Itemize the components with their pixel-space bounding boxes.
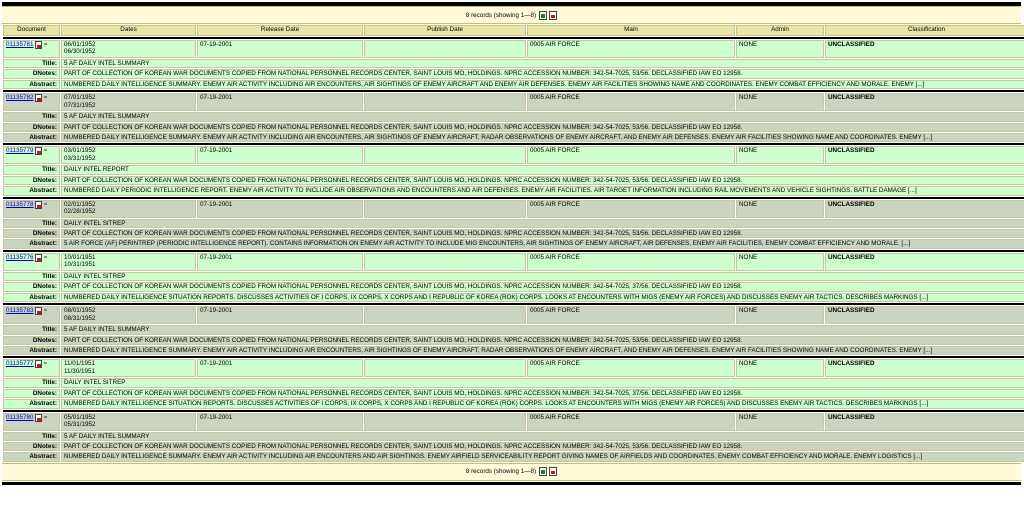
dnotes-row xyxy=(3,123,1024,132)
abstract-row xyxy=(3,399,1024,408)
classification-cell: UNCLASSIFIED xyxy=(825,40,1024,58)
date-end: 05/31/1952 xyxy=(64,420,96,428)
dnotes-row xyxy=(3,69,1024,78)
pdf-icon[interactable] xyxy=(35,307,42,315)
pdf-icon[interactable] xyxy=(35,94,42,102)
record-group xyxy=(3,410,1024,462)
document-cell xyxy=(3,359,60,377)
dates-cell xyxy=(61,40,196,58)
dates-cell xyxy=(61,93,196,111)
title-value: DAILY INTEL SITREP xyxy=(61,378,1024,387)
release-date-cell: 07-19-2001 xyxy=(197,40,363,58)
records-count-label: 8 records (showing 1—8) xyxy=(465,468,537,476)
record-group xyxy=(3,37,1024,89)
equals-icon[interactable]: = xyxy=(43,147,48,155)
document-link[interactable]: 01135780 xyxy=(6,413,34,421)
title-row xyxy=(3,165,1024,174)
dates-cell xyxy=(61,306,196,324)
title-value: 5 AF DAILY INTEL SUMMARY xyxy=(61,112,1024,121)
col-admin[interactable]: Admin xyxy=(736,25,824,36)
title-row xyxy=(3,378,1024,387)
classification-cell: UNCLASSIFIED xyxy=(825,93,1024,111)
abstract-row xyxy=(3,186,1024,195)
dnotes-label: DNotes: xyxy=(3,69,60,78)
admin-cell: NONE xyxy=(736,253,824,271)
col-classification[interactable]: Classification xyxy=(825,25,1024,36)
title-value: 5 AF DAILY INTEL SUMMARY xyxy=(61,432,1024,441)
release-date-cell: 07-19-2001 xyxy=(197,306,363,324)
equals-icon[interactable]: = xyxy=(43,200,48,208)
dnotes-value: PART OF COLLECTION OF KOREAN WAR DOCUMENTS COPIED FROM NATIONAL PERSONNEL RECORDS CENTER, SAINT LOUIS MO, HOLDINGS. NPRC ACCESSION NUMBER: 342-54-7025, 53/56. DECLASSIFIED IAW EO 12958. xyxy=(61,123,1024,132)
title-label: Title: xyxy=(3,432,60,441)
admin-cell: NONE xyxy=(736,413,824,431)
title-row xyxy=(3,112,1024,121)
main-cell: 0005 AIR FORCE xyxy=(527,359,735,377)
record-group xyxy=(3,197,1024,249)
release-date-cell: 07-19-2001 xyxy=(197,359,363,377)
dnotes-label: DNotes: xyxy=(3,282,60,291)
equals-icon[interactable]: = xyxy=(43,94,48,102)
date-start: 03/01/1952 xyxy=(64,147,96,155)
abstract-label: Abstract: xyxy=(3,186,60,195)
equals-icon[interactable]: = xyxy=(43,413,48,421)
title-label: Title: xyxy=(3,219,60,228)
date-start: 06/01/1952 xyxy=(64,41,96,48)
dnotes-value: PART OF COLLECTION OF KOREAN WAR DOCUMENTS COPIED FROM NATIONAL PERSONNEL RECORDS CENTER, SAINT LOUIS MO, HOLDINGS. NPRC ACCESSION NUMBER: 342-54-7025, 53/56. DECLASSIFIED IAW EO 12958. xyxy=(61,69,1024,78)
export-icon[interactable] xyxy=(539,11,547,20)
admin-cell: NONE xyxy=(736,146,824,164)
record-separator xyxy=(3,250,1024,252)
title-label: Title: xyxy=(3,325,60,334)
pdf-icon[interactable] xyxy=(35,147,42,155)
abstract-row xyxy=(3,346,1024,355)
table-row xyxy=(3,93,1024,111)
equals-icon[interactable]: = xyxy=(43,307,48,315)
record-group xyxy=(3,303,1024,355)
date-end: 11/30/1951 xyxy=(64,367,96,375)
date-start: 08/01/1952 xyxy=(64,307,96,315)
main-cell: 0005 AIR FORCE xyxy=(527,40,735,58)
classification-cell: UNCLASSIFIED xyxy=(825,359,1024,377)
equals-icon[interactable]: = xyxy=(43,41,48,48)
table-row xyxy=(3,253,1024,271)
results-table xyxy=(2,24,1024,463)
document-link[interactable]: 01135776 xyxy=(6,253,34,261)
abstract-value: NUMBERED DAILY INTELLIGENCE SITUATION REPORTS. DISCUSSES ACTIVITIES OF I CORPS, IX CORPS, X CORPS AND I REPUBLIC OF KOREA (ROK) CORPS. LOOKS AT ENCOUNTERS WITH MIGS (ENEMY AIR FORCES) AND DISCUSSES ENEMY AIR TACTICS. DESCRIBES MARKINGS [...] xyxy=(61,399,1024,408)
record-separator xyxy=(3,410,1024,412)
document-link[interactable]: 01135782 xyxy=(6,94,34,102)
record-separator xyxy=(3,90,1024,92)
release-date-cell: 07-19-2001 xyxy=(197,413,363,431)
document-link[interactable]: 01135777 xyxy=(6,360,34,368)
records-summary-top xyxy=(2,6,1021,24)
title-value: 5 AF DAILY INTEL SUMMARY xyxy=(61,59,1024,68)
release-date-cell: 07-19-2001 xyxy=(197,146,363,164)
dnotes-row xyxy=(3,336,1024,345)
record-separator xyxy=(3,356,1024,358)
document-cell xyxy=(3,306,60,324)
admin-cell: NONE xyxy=(736,93,824,111)
publish-date-cell xyxy=(364,413,526,431)
abstract-value: NUMBERED DAILY PERIODIC INTELLIGENCE REPORT. ENEMY AIR ACTIVITY TO INCLUDE AIR OBSERVATIONS AND ENCOUNTERS AND AIR DEFENSES. ENEMY AIR FACILITIES. AIR TARGET INFORMATION INCLUDING RAIL MOVEMENTS AND VEHICLE SIGHTINGS. BATTLE DAMAGE [...] xyxy=(61,186,1024,195)
date-end: 02/28/1952 xyxy=(64,208,96,216)
abstract-row xyxy=(3,133,1024,142)
publish-date-cell xyxy=(364,146,526,164)
dates-cell xyxy=(61,200,196,218)
date-start: 02/01/1952 xyxy=(64,200,96,208)
equals-icon[interactable]: = xyxy=(43,360,48,368)
table-header xyxy=(3,25,1024,36)
document-cell xyxy=(3,413,60,431)
document-link[interactable]: 01135778 xyxy=(6,200,34,208)
release-date-cell: 07-19-2001 xyxy=(197,253,363,271)
title-value: DAILY INTEL SITREP xyxy=(61,272,1024,281)
col-document[interactable]: Document xyxy=(3,25,60,36)
date-start: 11/01/1951 xyxy=(64,360,96,368)
classification-cell: UNCLASSIFIED xyxy=(825,306,1024,324)
record-group xyxy=(3,250,1024,302)
date-end: 10/31/1951 xyxy=(64,261,96,269)
col-main[interactable]: Main xyxy=(527,25,735,36)
dates-cell xyxy=(61,253,196,271)
dates-cell xyxy=(61,359,196,377)
pdf-icon[interactable] xyxy=(35,254,42,262)
dates-cell xyxy=(61,146,196,164)
record-separator xyxy=(3,37,1024,39)
title-row xyxy=(3,272,1024,281)
date-end: 07/31/1952 xyxy=(64,101,96,109)
dnotes-value: PART OF COLLECTION OF KOREAN WAR DOCUMENTS COPIED FROM NATIONAL PERSONNEL RECORDS CENTER, SAINT LOUIS MO, HOLDINGS. NPRC ACCESSION NUMBER: 342-54-7025, 37/56. DECLASSIFIED IAW EO 12958. xyxy=(61,282,1024,291)
main-cell: 0005 AIR FORCE xyxy=(527,146,735,164)
classification-cell: UNCLASSIFIED xyxy=(825,146,1024,164)
main-cell: 0005 AIR FORCE xyxy=(527,253,735,271)
table-row xyxy=(3,40,1024,58)
classification-cell: UNCLASSIFIED xyxy=(825,253,1024,271)
abstract-label: Abstract: xyxy=(3,452,60,461)
record-group xyxy=(3,143,1024,195)
publish-date-cell xyxy=(364,200,526,218)
record-separator xyxy=(3,143,1024,145)
classification-cell: UNCLASSIFIED xyxy=(825,200,1024,218)
abstract-value: NUMBERED DAILY INTELLIGENCE SUMMARY. ENEMY AIR ACTIVITY INCLUDING AIR ENCOUNTERS AND AIR SIGHTINGS. ENEMY AIRFIELD SERVICEABILITY REPORT GIVING NAMES OF AIRFIELDS AND COORDINATES. ENEMY COMBAT EFFICIENCY AND MORALE. ENEMY LOGISTICS [...] xyxy=(61,452,1024,461)
release-date-cell: 07-19-2001 xyxy=(197,93,363,111)
release-date-cell: 07-19-2001 xyxy=(197,200,363,218)
date-end: 08/31/1952 xyxy=(64,314,96,322)
abstract-label: Abstract: xyxy=(3,133,60,142)
title-row xyxy=(3,325,1024,334)
dnotes-label: DNotes: xyxy=(3,123,60,132)
date-start: 05/01/1952 xyxy=(64,413,96,421)
publish-date-cell xyxy=(364,93,526,111)
publish-date-cell xyxy=(364,253,526,271)
dnotes-value: PART OF COLLECTION OF KOREAN WAR DOCUMENTS COPIED FROM NATIONAL PERSONNEL RECORDS CENTER, SAINT LOUIS MO, HOLDINGS. NPRC ACCESSION NUMBER: 342-54-7025, 37/56. DECLASSIFIED IAW EO 12958. xyxy=(61,389,1024,398)
document-cell xyxy=(3,40,60,58)
dates-cell xyxy=(61,413,196,431)
table-row xyxy=(3,200,1024,218)
abstract-label: Abstract: xyxy=(3,399,60,408)
abstract-value: NUMBERED DAILY INTELLIGENCE SITUATION REPORTS. DISCUSSES ACTIVITIES OF I CORPS, IX CORPS, X CORPS AND I REPUBLIC OF KOREA (ROK) CORPS. LOOKS AT ENCOUNTERS WITH MIGS (ENEMY AIR FORCES) AND DISCUSSES ENEMY AIR TACTICS. DESCRIBES MARKINGS [...] xyxy=(61,293,1024,302)
abstract-label: Abstract: xyxy=(3,346,60,355)
title-label: Title: xyxy=(3,272,60,281)
document-link[interactable]: 01135783 xyxy=(6,307,34,315)
pdf-icon[interactable] xyxy=(35,360,42,368)
publish-date-cell xyxy=(364,359,526,377)
admin-cell: NONE xyxy=(736,359,824,377)
main-cell: 0005 AIR FORCE xyxy=(527,200,735,218)
document-cell xyxy=(3,253,60,271)
title-label: Title: xyxy=(3,59,60,68)
document-link[interactable]: 01135779 xyxy=(6,147,34,155)
bottom-border xyxy=(2,482,1021,485)
abstract-row xyxy=(3,239,1024,248)
dnotes-value: PART OF COLLECTION OF KOREAN WAR DOCUMENTS COPIED FROM NATIONAL PERSONNEL RECORDS CENTER, SAINT LOUIS MO, HOLDINGS. NPRC ACCESSION NUMBER: 342-54-7025, 53/56. DECLASSIFIED IAW EO 12958. xyxy=(61,229,1024,238)
abstract-row xyxy=(3,80,1024,89)
publish-date-cell xyxy=(364,306,526,324)
document-cell xyxy=(3,93,60,111)
admin-cell: NONE xyxy=(736,200,824,218)
admin-cell: NONE xyxy=(736,40,824,58)
dnotes-row xyxy=(3,176,1024,185)
pdf-icon[interactable] xyxy=(35,414,42,422)
dnotes-value: PART OF COLLECTION OF KOREAN WAR DOCUMENTS COPIED FROM NATIONAL PERSONNEL RECORDS CENTER, SAINT LOUIS MO, HOLDINGS. NPRC ACCESSION NUMBER: 342-54-7025, 53/56. DECLASSIFIED IAW EO 12958. xyxy=(61,442,1024,451)
abstract-row xyxy=(3,452,1024,461)
date-start: 07/01/1952 xyxy=(64,94,96,102)
dnotes-label: DNotes: xyxy=(3,442,60,451)
table-row xyxy=(3,146,1024,164)
main-cell: 0005 AIR FORCE xyxy=(527,413,735,431)
pdf-icon[interactable] xyxy=(549,467,557,476)
abstract-value: NUMBERED DAILY INTELLIGENCE SUMMARY. ENEMY AIR ACTIVITY INCLUDING AIR ENCOUNTERS, AIR SIGHTINGS OF ENEMY AIRCRAFT, RADAR OBSERVATIONS OF ENEMY AIRCRAFT, AND ENEMY AIR DEFENSES. ENEMY AIR FACILITIES SHOWING NAME AND COORDINATES. ENEMY [...] xyxy=(61,133,1024,142)
title-value: 5 AF DAILY INTEL SUMMARY xyxy=(61,325,1024,334)
dnotes-label: DNotes: xyxy=(3,336,60,345)
col-publish-date[interactable]: Publish Date xyxy=(364,25,526,36)
dnotes-row xyxy=(3,282,1024,291)
record-separator xyxy=(3,303,1024,305)
dnotes-row xyxy=(3,229,1024,238)
record-group xyxy=(3,90,1024,142)
dnotes-label: DNotes: xyxy=(3,176,60,185)
dnotes-row xyxy=(3,389,1024,398)
date-end: 06/30/1952 xyxy=(64,48,96,56)
title-label: Title: xyxy=(3,112,60,121)
pdf-icon[interactable] xyxy=(35,201,42,209)
title-label: Title: xyxy=(3,378,60,387)
dnotes-value: PART OF COLLECTION OF KOREAN WAR DOCUMENTS COPIED FROM NATIONAL PERSONNEL RECORDS CENTER, SAINT LOUIS MO, HOLDINGS. NPRC ACCESSION NUMBER: 342-54-7025, 53/56. DECLASSIFIED IAW EO 12958. xyxy=(61,176,1024,185)
abstract-value: NUMBERED DAILY INTELLIGENCE SUMMARY. ENEMY AIR ACTIVITY INCLUDING AIR ENCOUNTERS, AIR SIGHTINGS OF ENEMY AIRCRAFT, RADAR OBSERVATIONS OF ENEMY AIRCRAFT, AND ENEMY AIR DEFENSES. ENEMY AIR FACILITIES SHOWING NAME AND COORDINATES. ENEMY [...] xyxy=(61,346,1024,355)
dnotes-label: DNotes: xyxy=(3,389,60,398)
abstract-label: Abstract: xyxy=(3,293,60,302)
table-row xyxy=(3,359,1024,377)
records-summary-bottom xyxy=(2,463,1021,481)
dnotes-label: DNotes: xyxy=(3,229,60,238)
col-release-date[interactable]: Release Date xyxy=(197,25,363,36)
title-value: DAILY INTEL REPORT xyxy=(61,165,1024,174)
title-row xyxy=(3,219,1024,228)
pdf-icon[interactable] xyxy=(35,41,42,49)
title-row xyxy=(3,432,1024,441)
document-cell xyxy=(3,146,60,164)
admin-cell: NONE xyxy=(736,306,824,324)
abstract-label: Abstract: xyxy=(3,80,60,89)
col-dates[interactable]: Dates xyxy=(61,25,196,36)
equals-icon[interactable]: = xyxy=(43,253,48,261)
document-cell xyxy=(3,200,60,218)
results-panel xyxy=(2,2,1021,485)
records-count-label: 8 records (showing 1—8) xyxy=(465,11,537,19)
table-row xyxy=(3,413,1024,431)
pdf-icon[interactable] xyxy=(549,11,557,20)
publish-date-cell xyxy=(364,40,526,58)
export-icon[interactable] xyxy=(539,467,547,476)
abstract-row xyxy=(3,293,1024,302)
dnotes-value: PART OF COLLECTION OF KOREAN WAR DOCUMENTS COPIED FROM NATIONAL PERSONNEL RECORDS CENTER, SAINT LOUIS MO, HOLDINGS. NPRC ACCESSION NUMBER: 342-54-7025, 53/56. DECLASSIFIED IAW EO 12958. xyxy=(61,336,1024,345)
main-cell: 0005 AIR FORCE xyxy=(527,306,735,324)
abstract-value: 5 AIR FORCE (AF) PERINTREP (PERIODIC INTELLIGENCE REPORT). CONTAINS INFORMATION ON ENEMY AIR ACTIVITY TO INCLUDE MIG ENCOUNTERS, AIR SIGHTINGS OF ENEMY AIRCRAFT, AIR DEFENSES, ENEMY AIR FACILITIES, ENEMY COMBAT EFFICIENCY AND MORALE. [...] xyxy=(61,239,1024,248)
title-label: Title: xyxy=(3,165,60,174)
dnotes-row xyxy=(3,442,1024,451)
abstract-label: Abstract: xyxy=(3,239,60,248)
title-value: DAILY INTEL SITREP xyxy=(61,219,1024,228)
abstract-value: NUMBERED DAILY INTELLIGENCE SUMMARY. ENEMY AIR ACTIVITY INCLUDING AIR ENCOUNTERS, AIR SIGHTINGS OF ENEMY AIRCRAFT AND ENEMY AIR DEFENSES. ENEMY AIR FACILITIES SHOWING NAME AND COORDINATES. ENEMY COMBAT EFFICIENCY AND MORALE. ENEMY [...] xyxy=(61,80,1024,89)
record-separator xyxy=(3,197,1024,199)
table-row xyxy=(3,306,1024,324)
main-cell: 0005 AIR FORCE xyxy=(527,93,735,111)
date-end: 03/31/1952 xyxy=(64,154,96,162)
classification-cell: UNCLASSIFIED xyxy=(825,413,1024,431)
date-start: 10/01/1951 xyxy=(64,253,96,261)
title-row xyxy=(3,59,1024,68)
document-link[interactable]: 01135781 xyxy=(6,41,34,48)
record-group xyxy=(3,356,1024,408)
